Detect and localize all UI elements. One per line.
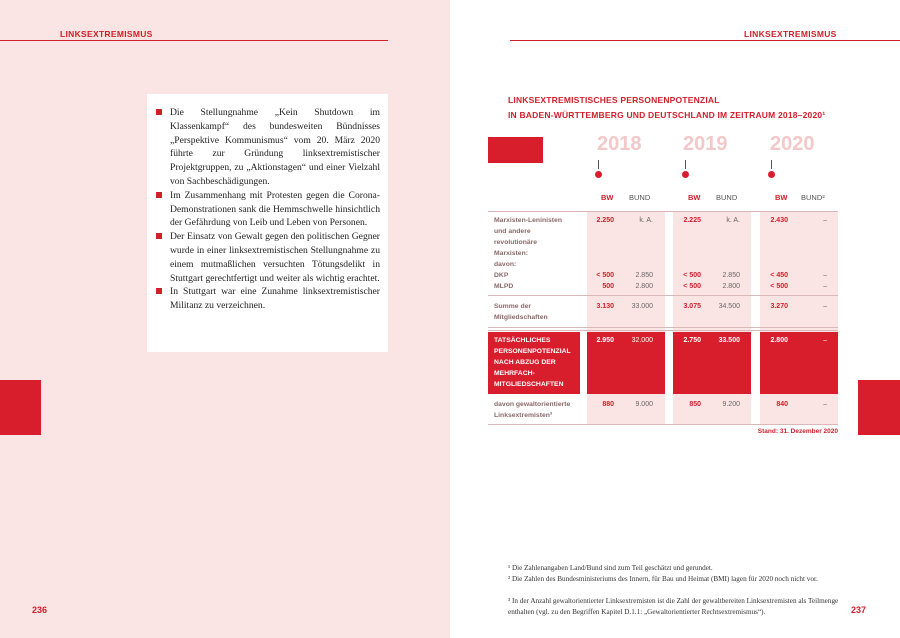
cell: 2.250 <box>596 217 614 224</box>
cell: 2.430 <box>770 217 788 224</box>
timeline-tick <box>685 160 686 169</box>
footnote-1: ¹ Die Zahlenangaben Land/Bund sind zum Teil geschätzt und gerundet. <box>508 564 713 572</box>
cell: 2.225 <box>683 217 701 224</box>
cell: < 500 <box>596 272 614 279</box>
cell: – <box>823 337 827 344</box>
bullet-square-icon <box>156 109 162 115</box>
timeline-dot-icon <box>768 171 775 178</box>
bullet-item: Im Zusammenhang mit Protesten gegen die Corona-Demonstrationen sank die Hemmschwelle hinsichtlich der Gefährdung von Leib und Leben von Personen. <box>156 189 380 230</box>
cell: 880 <box>602 401 614 408</box>
col-header-bw-2018: BW <box>601 193 614 202</box>
cell: 33.000 <box>631 303 653 310</box>
bullet-square-icon <box>156 233 162 239</box>
cell: – <box>823 217 827 224</box>
timeline-dot-icon <box>595 171 602 178</box>
row-separator <box>488 211 838 212</box>
row-label-summe: Summe der Mitgliedschaften <box>494 303 548 321</box>
cell: – <box>823 272 827 279</box>
bullet-item: Die Stellungnahme „Kein Shutdown im Klassenkampf“ des bundesweiten Bündnisses „Perspektive Kommunismus“ vom 20. März 2020 führte zur Gründung linksextremistischer Projektgruppen, zu „Aktionstagen“ und einer Vielzahl von Sachbeschädigungen. <box>156 106 380 189</box>
cell: k. A. <box>639 217 653 224</box>
cell: 34.500 <box>718 303 740 310</box>
left-header-rule <box>0 40 388 41</box>
right-edge-marker <box>858 380 900 435</box>
cell: 32.000 <box>631 337 653 344</box>
row-label-gewaltorientiert: davon gewaltorientierte Linksextremisten³ <box>494 401 571 419</box>
row-separator <box>488 327 838 328</box>
row-label-marxisten: Marxisten-Leninisten und andere revolutionäre Marxisten: davon: DKP MLPD <box>494 217 562 290</box>
cell: – <box>823 283 827 290</box>
timeline-tick <box>771 160 772 169</box>
cell: – <box>823 303 827 310</box>
table-status-date: Stand: 31. Dezember 2020 <box>757 428 838 435</box>
col-header-bund-2019: BUND <box>716 193 738 202</box>
row-separator <box>488 330 838 331</box>
cell: < 500 <box>770 283 788 290</box>
table-title-line1: LINKSEXTREMISTISCHES PERSONENPOTENZIAL <box>508 95 720 105</box>
bullet-square-icon <box>156 192 162 198</box>
row-label-tatsaechlich: TATSÄCHLICHES PERSONENPOTENZIAL NACH ABZUG DER MEHRFACH- MITGLIEDSCHAFTEN <box>494 337 571 388</box>
cell: < 450 <box>770 272 788 279</box>
cell: 2.750 <box>683 337 701 344</box>
bullet-item: In Stuttgart war eine Zunahme linksextremistischer Militanz zu verzeichnen. <box>156 285 380 313</box>
cell: 3.130 <box>596 303 614 310</box>
cell: 2.800 <box>770 337 788 344</box>
cell: 2.950 <box>596 337 614 344</box>
table-accent-block <box>488 137 543 163</box>
cell: 850 <box>689 401 701 408</box>
cell: < 500 <box>683 283 701 290</box>
right-page-number: 237 <box>851 605 867 615</box>
col-header-bund-2018: BUND <box>629 193 651 202</box>
footnote-3: ³ In der Anzahl gewaltorientierter Linksextremisten ist die Zahl der gewaltbereiten Linksextremisten als Teilmenge enthalten (vgl. zu den Begriffen Kapitel D.1.1: „Gewaltorientierter Rechtsextremismus“). <box>508 597 839 616</box>
year-2020: 2020 <box>770 133 815 155</box>
cell: 9.200 <box>722 401 740 408</box>
col-header-bw-2019: BW <box>688 193 701 202</box>
bullet-square-icon <box>156 288 162 294</box>
right-running-header: LINKSEXTREMISMUS <box>744 29 837 39</box>
left-page-number: 236 <box>32 605 48 615</box>
timeline-dot-icon <box>682 171 689 178</box>
right-header-rule <box>510 40 900 41</box>
cell: 2.850 <box>635 272 653 279</box>
bullet-item: Der Einsatz von Gewalt gegen den politischen Gegner wurde in einer linksextremistischen Stellungnahme zu einem mutmaßlichen versuchten Tötungsdelikt in Stuttgart gerechtfertigt und weiter als wichtig erachtet. <box>156 230 380 285</box>
year-2019: 2019 <box>683 133 728 155</box>
cell: 3.270 <box>770 303 788 310</box>
cell: 33.500 <box>718 337 740 344</box>
year-2018: 2018 <box>597 133 642 155</box>
cell: 500 <box>602 283 614 290</box>
table-title-line2: IN BADEN-WÜRTTEMBERG UND DEUTSCHLAND IM ZEITRAUM 2018–2020¹ <box>508 110 826 120</box>
cell: 2.800 <box>722 283 740 290</box>
row-separator <box>488 424 838 425</box>
cell: 3.075 <box>683 303 701 310</box>
col-header-bw-2020: BW <box>775 193 788 202</box>
cell: – <box>823 401 827 408</box>
left-edge-marker <box>0 380 41 435</box>
footnote-2: ² Die Zahlen des Bundesministeriums des Innern, für Bau und Heimat (BMI) lagen für 2020 noch nicht vor. <box>508 575 818 583</box>
cell: < 500 <box>683 272 701 279</box>
row-separator <box>488 295 838 296</box>
cell: 9.000 <box>635 401 653 408</box>
timeline-tick <box>598 160 599 169</box>
left-running-header: LINKSEXTREMISMUS <box>60 29 153 39</box>
col-header-bund-2020: BUND² <box>801 193 825 202</box>
cell: 840 <box>776 401 788 408</box>
cell: 2.800 <box>635 283 653 290</box>
cell: k. A. <box>726 217 740 224</box>
cell: 2.850 <box>722 272 740 279</box>
summary-bullet-list <box>156 106 380 313</box>
